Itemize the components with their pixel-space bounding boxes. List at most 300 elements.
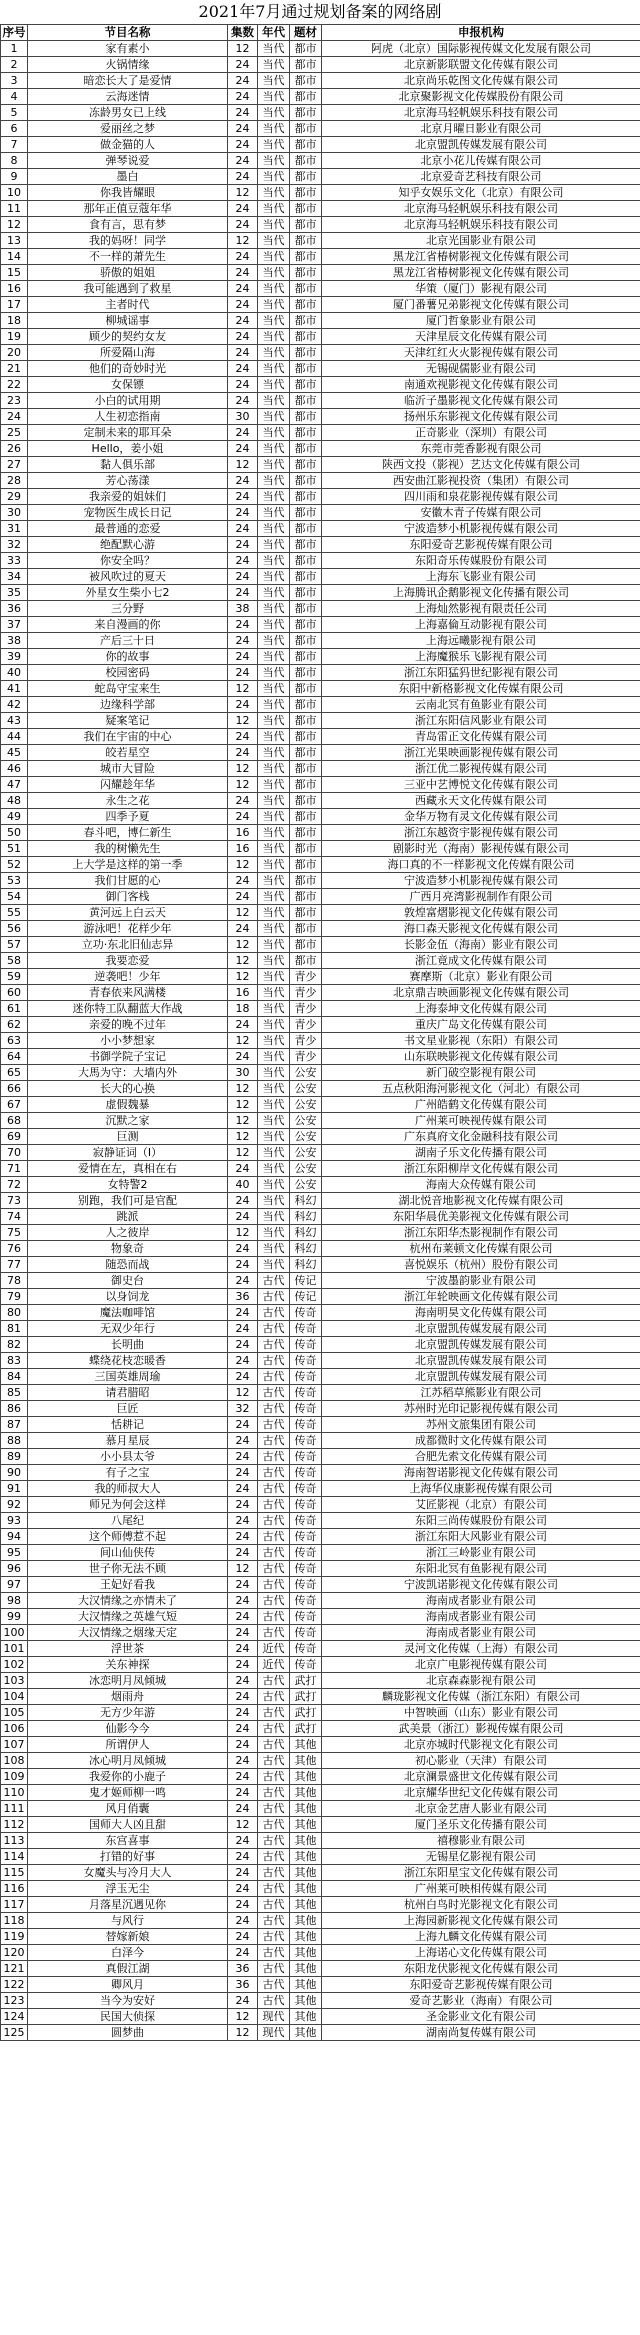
table-row <box>1 1801 640 1817</box>
cell-organization: 中智映画（山东）影业有限公司 <box>322 1705 640 1721</box>
cell-genre: 都市 <box>290 873 322 889</box>
cell-genre: 其他 <box>290 1961 322 1977</box>
cell-index: 68 <box>1 1113 28 1129</box>
cell-organization: 厦门番薯兄弟影视文化传媒有限公司 <box>322 297 640 313</box>
cell-genre: 公安 <box>290 1145 322 1161</box>
cell-genre: 传奇 <box>290 1433 322 1449</box>
cell-program-name: 与风行 <box>28 1913 228 1929</box>
cell-index: 116 <box>1 1881 28 1897</box>
table-row <box>1 1289 640 1305</box>
table-row <box>1 729 640 745</box>
cell-organization: 北京盟凯传媒发展有限公司 <box>322 1337 640 1353</box>
cell-era: 当代 <box>258 841 290 857</box>
cell-era: 当代 <box>258 89 290 105</box>
cell-era: 当代 <box>258 121 290 137</box>
header-era: 年代 <box>258 25 290 41</box>
cell-index: 44 <box>1 729 28 745</box>
cell-program-name: 所爱隔山海 <box>28 345 228 361</box>
cell-era: 当代 <box>258 937 290 953</box>
cell-genre: 传奇 <box>290 1321 322 1337</box>
cell-organization: 湖南尚复传媒有限公司 <box>322 2025 640 2041</box>
cell-organization: 海南明昊文化传媒有限公司 <box>322 1305 640 1321</box>
cell-genre: 都市 <box>290 857 322 873</box>
cell-genre: 传奇 <box>290 1417 322 1433</box>
cell-era: 古代 <box>258 1609 290 1625</box>
cell-era: 当代 <box>258 425 290 441</box>
cell-organization: 剧影时光（海南）影视传媒有限公司 <box>322 841 640 857</box>
cell-organization: 浙江东阳柳岸文化传媒有限公司 <box>322 1161 640 1177</box>
cell-genre: 都市 <box>290 649 322 665</box>
cell-organization: 海南成者影业有限公司 <box>322 1625 640 1641</box>
cell-organization: 喜悦娱乐（杭州）股份有限公司 <box>322 1257 640 1273</box>
cell-episodes: 24 <box>228 265 258 281</box>
cell-episodes: 24 <box>228 89 258 105</box>
cell-organization: 北京爱奇艺科技有限公司 <box>322 169 640 185</box>
cell-episodes: 24 <box>228 921 258 937</box>
cell-genre: 传奇 <box>290 1465 322 1481</box>
cell-episodes: 12 <box>228 1129 258 1145</box>
cell-genre: 其他 <box>290 2009 322 2025</box>
table-row <box>1 1065 640 1081</box>
cell-episodes: 24 <box>228 297 258 313</box>
cell-episodes: 24 <box>228 1753 258 1769</box>
cell-episodes: 24 <box>228 489 258 505</box>
cell-program-name: 皎若星空 <box>28 745 228 761</box>
cell-program-name: 家有素小 <box>28 41 228 57</box>
cell-episodes: 24 <box>228 345 258 361</box>
table-row <box>1 281 640 297</box>
cell-era: 当代 <box>258 169 290 185</box>
cell-genre: 都市 <box>290 233 322 249</box>
cell-genre: 都市 <box>290 889 322 905</box>
cell-program-name: 小白的试用期 <box>28 393 228 409</box>
cell-episodes: 24 <box>228 1353 258 1369</box>
cell-genre: 都市 <box>290 697 322 713</box>
cell-index: 4 <box>1 89 28 105</box>
cell-organization: 北京盟凯传媒发展有限公司 <box>322 137 640 153</box>
cell-program-name: 民国大侦探 <box>28 2009 228 2025</box>
cell-genre: 其他 <box>290 1785 322 1801</box>
cell-program-name: 女特警2 <box>28 1177 228 1193</box>
cell-index: 83 <box>1 1353 28 1369</box>
cell-organization: 海口真的不一样影视文化传媒有限公司 <box>322 857 640 873</box>
cell-organization: 海口森天影视文化传媒有限公司 <box>322 921 640 937</box>
table-row <box>1 249 640 265</box>
cell-episodes: 12 <box>228 1817 258 1833</box>
table-row <box>1 1417 640 1433</box>
cell-program-name: 替嫁新娘 <box>28 1929 228 1945</box>
cell-genre: 其他 <box>290 1737 322 1753</box>
cell-genre: 都市 <box>290 489 322 505</box>
cell-program-name: 我爱你的小鹿子 <box>28 1769 228 1785</box>
cell-episodes: 36 <box>228 1961 258 1977</box>
cell-era: 当代 <box>258 553 290 569</box>
table-row <box>1 1193 640 1209</box>
cell-organization: 宁波墨韵影业有限公司 <box>322 1273 640 1289</box>
cell-genre: 都市 <box>290 953 322 969</box>
table-row <box>1 1001 640 1017</box>
cell-program-name: 青春依来风满楼 <box>28 985 228 1001</box>
cell-organization: 湖南子乐文化传播有限公司 <box>322 1145 640 1161</box>
cell-episodes: 24 <box>228 1609 258 1625</box>
table-row <box>1 1993 640 2009</box>
cell-organization: 南通欢视影视文化传媒有限公司 <box>322 377 640 393</box>
table-row <box>1 809 640 825</box>
cell-index: 91 <box>1 1481 28 1497</box>
cell-organization: 五点秋阳海河影视文化（河北）有限公司 <box>322 1081 640 1097</box>
cell-program-name: 绝配默心游 <box>28 537 228 553</box>
cell-organization: 上海嘉倫互动影视有限公司 <box>322 617 640 633</box>
cell-era: 古代 <box>258 1273 290 1289</box>
table-row <box>1 825 640 841</box>
table-row <box>1 1833 640 1849</box>
cell-program-name: 慕月星辰 <box>28 1433 228 1449</box>
cell-program-name: 芳心荡漾 <box>28 473 228 489</box>
cell-era: 古代 <box>258 1753 290 1769</box>
cell-episodes: 12 <box>228 1561 258 1577</box>
table-row <box>1 265 640 281</box>
cell-era: 当代 <box>258 809 290 825</box>
cell-index: 85 <box>1 1385 28 1401</box>
cell-index: 78 <box>1 1273 28 1289</box>
cell-organization: 北京海马轻帆娱乐科技有限公司 <box>322 201 640 217</box>
cell-episodes: 24 <box>228 1337 258 1353</box>
cell-era: 当代 <box>258 297 290 313</box>
table-row <box>1 41 640 57</box>
table-row <box>1 1273 640 1289</box>
cell-episodes: 12 <box>228 1081 258 1097</box>
cell-program-name: 闪耀趁年华 <box>28 777 228 793</box>
cell-genre: 都市 <box>290 793 322 809</box>
cell-program-name: 弹琴说爱 <box>28 153 228 169</box>
cell-program-name: 打错的好事 <box>28 1849 228 1865</box>
cell-program-name: 小小梦想家 <box>28 1033 228 1049</box>
cell-program-name: 风月俏囊 <box>28 1801 228 1817</box>
header-organization: 申报机构 <box>322 25 640 41</box>
cell-organization: 北京月曜日影业有限公司 <box>322 121 640 137</box>
table-row <box>1 1897 640 1913</box>
cell-era: 当代 <box>258 969 290 985</box>
cell-index: 35 <box>1 585 28 601</box>
cell-era: 古代 <box>258 1417 290 1433</box>
cell-organization: 浙江东阳猛犸世纪影视有限公司 <box>322 665 640 681</box>
cell-era: 当代 <box>258 1113 290 1129</box>
cell-organization: 爱奇艺影业（海南）有限公司 <box>322 1993 640 2009</box>
cell-era: 古代 <box>258 1545 290 1561</box>
cell-index: 22 <box>1 377 28 393</box>
table-row <box>1 1849 640 1865</box>
cell-index: 87 <box>1 1417 28 1433</box>
cell-organization: 金华万物有灵文化传媒有限公司 <box>322 809 640 825</box>
cell-organization: 四川雨和泉花影视传媒有限公司 <box>322 489 640 505</box>
cell-organization: 上海魔猴乐飞影视有限公司 <box>322 649 640 665</box>
cell-organization: 上海诺心文化传媒有限公司 <box>322 1945 640 1961</box>
cell-episodes: 12 <box>228 41 258 57</box>
cell-index: 1 <box>1 41 28 57</box>
cell-organization: 临沂子墨影视文化传媒有限公司 <box>322 393 640 409</box>
table-row <box>1 233 640 249</box>
table-row <box>1 105 640 121</box>
cell-episodes: 24 <box>228 1049 258 1065</box>
cell-genre: 科幻 <box>290 1225 322 1241</box>
cell-genre: 传奇 <box>290 1497 322 1513</box>
cell-era: 当代 <box>258 505 290 521</box>
cell-program-name: 最普通的恋爱 <box>28 521 228 537</box>
cell-index: 75 <box>1 1225 28 1241</box>
cell-index: 84 <box>1 1369 28 1385</box>
table-row <box>1 1769 640 1785</box>
table-row <box>1 57 640 73</box>
cell-genre: 都市 <box>290 393 322 409</box>
cell-era: 当代 <box>258 1257 290 1273</box>
cell-organization: 浙江东越资宇影视传媒有限公司 <box>322 825 640 841</box>
cell-program-name: 你的故事 <box>28 649 228 665</box>
table-row <box>1 505 640 521</box>
cell-genre: 青少 <box>290 1001 322 1017</box>
cell-organization: 上海华仪康影视传媒有限公司 <box>322 1481 640 1497</box>
cell-era: 当代 <box>258 41 290 57</box>
cell-organization: 长影金伍（海南）影业有限公司 <box>322 937 640 953</box>
cell-organization: 东莞市莞香影视有限公司 <box>322 441 640 457</box>
cell-index: 30 <box>1 505 28 521</box>
cell-organization: 上海腾讯企鹅影视文化传播有限公司 <box>322 585 640 601</box>
cell-episodes: 12 <box>228 457 258 473</box>
table-row <box>1 1817 640 1833</box>
cell-era: 当代 <box>258 1161 290 1177</box>
cell-organization: 广州莱可映相传媒有限公司 <box>322 1881 640 1897</box>
table-row <box>1 441 640 457</box>
table-row <box>1 1481 640 1497</box>
cell-organization: 黑龙江省椿树影视文化传媒有限公司 <box>322 265 640 281</box>
cell-index: 109 <box>1 1769 28 1785</box>
cell-episodes: 24 <box>228 505 258 521</box>
cell-program-name: 产后三十日 <box>28 633 228 649</box>
cell-program-name: 长大的心换 <box>28 1081 228 1097</box>
table-row <box>1 1737 640 1753</box>
cell-program-name: 虚假魏暴 <box>28 1097 228 1113</box>
cell-episodes: 32 <box>228 1401 258 1417</box>
table-row <box>1 473 640 489</box>
table-row <box>1 1113 640 1129</box>
cell-index: 115 <box>1 1865 28 1881</box>
cell-episodes: 24 <box>228 1657 258 1673</box>
cell-era: 当代 <box>258 681 290 697</box>
cell-index: 58 <box>1 953 28 969</box>
cell-genre: 传奇 <box>290 1385 322 1401</box>
cell-program-name: 我们在宇宙的中心 <box>28 729 228 745</box>
cell-organization: 麟珑影视文化传媒（浙江东阳）有限公司 <box>322 1689 640 1705</box>
cell-organization: 北京海马轻帆娱乐科技有限公司 <box>322 105 640 121</box>
cell-organization: 新门破空影视有限公司 <box>322 1065 640 1081</box>
table-row <box>1 745 640 761</box>
cell-episodes: 24 <box>228 1577 258 1593</box>
cell-genre: 其他 <box>290 1913 322 1929</box>
cell-era: 古代 <box>258 1529 290 1545</box>
cell-index: 63 <box>1 1033 28 1049</box>
cell-program-name: 暗恋长大了是爱情 <box>28 73 228 89</box>
cell-genre: 都市 <box>290 89 322 105</box>
cell-era: 当代 <box>258 921 290 937</box>
cell-program-name: 物象奇 <box>28 1241 228 1257</box>
cell-genre: 传记 <box>290 1273 322 1289</box>
cell-organization: 三亚中艺博悦文化传媒有限公司 <box>322 777 640 793</box>
cell-program-name: 外星女生柴小七2 <box>28 585 228 601</box>
cell-organization: 湖北悦音地影视文化传媒有限公司 <box>322 1193 640 1209</box>
cell-genre: 都市 <box>290 553 322 569</box>
cell-index: 117 <box>1 1897 28 1913</box>
cell-program-name: 大馬为守：大墙内外 <box>28 1065 228 1081</box>
cell-program-name: 亲爱的晚不过年 <box>28 1017 228 1033</box>
cell-genre: 都市 <box>290 169 322 185</box>
cell-genre: 传奇 <box>290 1513 322 1529</box>
cell-program-name: 无双少年行 <box>28 1321 228 1337</box>
cell-episodes: 30 <box>228 409 258 425</box>
table-body <box>1 41 640 2041</box>
cell-episodes: 24 <box>228 633 258 649</box>
cell-era: 当代 <box>258 1065 290 1081</box>
cell-genre: 科幻 <box>290 1241 322 1257</box>
cell-organization: 艾匠影视（北京）有限公司 <box>322 1497 640 1513</box>
cell-era: 当代 <box>258 1241 290 1257</box>
cell-era: 当代 <box>258 985 290 1001</box>
cell-episodes: 24 <box>228 1673 258 1689</box>
cell-genre: 传奇 <box>290 1449 322 1465</box>
table-row <box>1 2009 640 2025</box>
cell-era: 当代 <box>258 1049 290 1065</box>
cell-program-name: 大汉情缘之烟缘天定 <box>28 1625 228 1641</box>
cell-era: 古代 <box>258 1689 290 1705</box>
cell-era: 古代 <box>258 1385 290 1401</box>
cell-era: 当代 <box>258 665 290 681</box>
table-row <box>1 1145 640 1161</box>
cell-index: 53 <box>1 873 28 889</box>
cell-index: 23 <box>1 393 28 409</box>
cell-program-name: 你我皆耀眼 <box>28 185 228 201</box>
cell-episodes: 36 <box>228 1977 258 1993</box>
cell-era: 近代 <box>258 1641 290 1657</box>
cell-program-name: 关东神探 <box>28 1657 228 1673</box>
table-row <box>1 1017 640 1033</box>
cell-index: 56 <box>1 921 28 937</box>
cell-era: 当代 <box>258 1097 290 1113</box>
table-row <box>1 1337 640 1353</box>
cell-organization: 东阳爱奇艺影视传媒有限公司 <box>322 537 640 553</box>
cell-index: 101 <box>1 1641 28 1657</box>
cell-organization: 北京小花儿传媒有限公司 <box>322 153 640 169</box>
cell-organization: 禧穆影业有限公司 <box>322 1833 640 1849</box>
cell-program-name: 疑案笔记 <box>28 713 228 729</box>
cell-genre: 都市 <box>290 41 322 57</box>
table-row <box>1 937 640 953</box>
cell-episodes: 24 <box>228 729 258 745</box>
cell-index: 14 <box>1 249 28 265</box>
cell-episodes: 24 <box>228 313 258 329</box>
cell-program-name: 迷你特工队翻蓝大作战 <box>28 1001 228 1017</box>
cell-era: 古代 <box>258 1977 290 1993</box>
cell-era: 古代 <box>258 1913 290 1929</box>
cell-organization: 上海园新影视文化传媒有限公司 <box>322 1913 640 1929</box>
table-row <box>1 1433 640 1449</box>
cell-episodes: 24 <box>228 1017 258 1033</box>
cell-genre: 传奇 <box>290 1577 322 1593</box>
cell-episodes: 36 <box>228 1289 258 1305</box>
cell-program-name: 冰恋明月凤倾城 <box>28 1673 228 1689</box>
cell-era: 古代 <box>258 1833 290 1849</box>
cell-genre: 都市 <box>290 569 322 585</box>
table-row <box>1 1305 640 1321</box>
cell-organization: 宁波造梦小机影视传媒有限公司 <box>322 873 640 889</box>
cell-program-name: 你安全吗？ <box>28 553 228 569</box>
table-row <box>1 1257 640 1273</box>
cell-index: 7 <box>1 137 28 153</box>
cell-index: 47 <box>1 777 28 793</box>
cell-index: 60 <box>1 985 28 1001</box>
cell-index: 81 <box>1 1321 28 1337</box>
cell-era: 古代 <box>258 1593 290 1609</box>
cell-organization: 杭州布莱顿文化传媒有限公司 <box>322 1241 640 1257</box>
cell-index: 112 <box>1 1817 28 1833</box>
cell-organization: 武美景（浙江）影视传媒有限公司 <box>322 1721 640 1737</box>
cell-episodes: 24 <box>228 1161 258 1177</box>
cell-index: 71 <box>1 1161 28 1177</box>
table-row <box>1 1625 640 1641</box>
cell-era: 当代 <box>258 457 290 473</box>
table-row <box>1 169 640 185</box>
cell-organization: 北京盟凯传媒发展有限公司 <box>322 1353 640 1369</box>
cell-genre: 其他 <box>290 1929 322 1945</box>
cell-episodes: 24 <box>228 1897 258 1913</box>
table-row <box>1 1657 640 1673</box>
cell-program-name: 我们甘愿的心 <box>28 873 228 889</box>
cell-genre: 都市 <box>290 905 322 921</box>
cell-era: 古代 <box>258 1801 290 1817</box>
cell-index: 55 <box>1 905 28 921</box>
cell-program-name: 黏人俱乐部 <box>28 457 228 473</box>
cell-episodes: 24 <box>228 121 258 137</box>
cell-index: 76 <box>1 1241 28 1257</box>
cell-era: 当代 <box>258 713 290 729</box>
cell-organization: 浙江光果映画影视传媒有限公司 <box>322 745 640 761</box>
cell-episodes: 24 <box>228 649 258 665</box>
cell-organization: 浙江竟成文化传媒有限公司 <box>322 953 640 969</box>
cell-episodes: 12 <box>228 777 258 793</box>
cell-era: 当代 <box>258 1209 290 1225</box>
cell-era: 古代 <box>258 1289 290 1305</box>
table-row <box>1 1529 640 1545</box>
table-row <box>1 2025 640 2041</box>
cell-index: 31 <box>1 521 28 537</box>
table-row <box>1 1513 640 1529</box>
cell-episodes: 24 <box>228 1705 258 1721</box>
cell-episodes: 12 <box>228 681 258 697</box>
cell-genre: 传奇 <box>290 1657 322 1673</box>
cell-genre: 都市 <box>290 361 322 377</box>
cell-organization: 重庆广岛文化传媒有限公司 <box>322 1017 640 1033</box>
cell-organization: 广西月亮湾影视制作有限公司 <box>322 889 640 905</box>
cell-organization: 北京新影联盟文化传媒有限公司 <box>322 57 640 73</box>
cell-organization: 初心影业（天津）有限公司 <box>322 1753 640 1769</box>
cell-program-name: 跳派 <box>28 1209 228 1225</box>
cell-era: 当代 <box>258 1225 290 1241</box>
cell-organization: 上海远曦影视有限公司 <box>322 633 640 649</box>
table-row <box>1 1577 640 1593</box>
cell-episodes: 24 <box>228 1993 258 2009</box>
cell-era: 当代 <box>258 265 290 281</box>
cell-program-name: 大汉情缘之英雄气短 <box>28 1609 228 1625</box>
cell-episodes: 24 <box>228 361 258 377</box>
cell-index: 106 <box>1 1721 28 1737</box>
cell-index: 11 <box>1 201 28 217</box>
